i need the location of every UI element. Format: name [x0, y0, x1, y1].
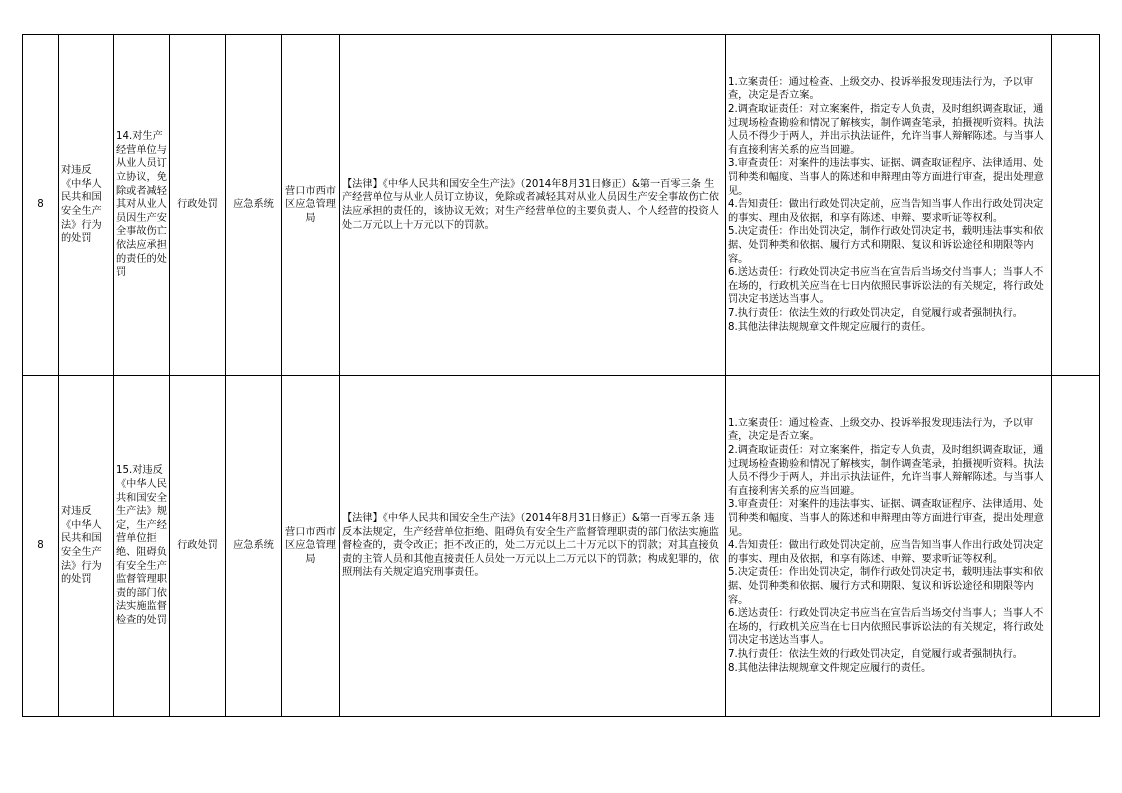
responsibility-item: 3.审查责任：对案件的违法事实、证据、调查取证程序、法律适用、处罚种类和幅度、当事人的陈述和申辩理由等方面进行审查，提出处理意见。: [728, 158, 1044, 197]
responsibility-item: 4.告知责任：做出行政处罚决定前，应当告知当事人作出行政处罚决定的事实、理由及依据，和享有陈述、申辩、要求听证等权利。: [728, 540, 1044, 565]
sub-item: 15.对违反《中华人民共和国安全生产法》规定，生产经营单位拒绝、阻碍负有安全生产监督管理职责的部门依法实施监督检查的处罚: [114, 376, 170, 717]
remarks: [1052, 35, 1100, 376]
power-name: 对违反《中华人民共和国安全生产法》行为的处罚: [59, 376, 114, 717]
remarks: [1052, 376, 1100, 717]
table-row: [23, 376, 1100, 717]
responsibility-list: [726, 376, 1052, 717]
power-type: 行政处罚: [170, 35, 226, 376]
responsibility-item: 3.审查责任：对案件的违法事实、证据、调查取证程序、法律适用、处罚种类和幅度、当事人的陈述和申辩理由等方面进行审查，提出处理意见。: [728, 499, 1044, 538]
responsibility-list: [726, 35, 1052, 376]
responsibility-item: 6.送达责任：行政处罚决定书应当在宣告后当场交付当事人；当事人不在场的，行政机关应当在七日内依照民事诉讼法的有关规定，将行政处罚决定书送达当事人。: [728, 608, 1044, 647]
responsibility-table: [22, 34, 1100, 717]
responsibility-item: 1.立案责任：通过检查、上级交办、投诉举报发现违法行为，予以审查，决定是否立案。: [728, 76, 1034, 102]
responsibility-item: 4.告知责任：做出行政处罚决定前，应当告知当事人作出行政处罚决定的事实、理由及依据，和享有陈述、申辩、要求听证等权利。: [728, 199, 1044, 224]
responsibility-item: 2.调查取证责任：对立案案件，指定专人负责，及时组织调查取证，通过现场检查勘验和情况了解核实，制作调查笔录，拍摄视听资料。执法人员不得少于两人，并出示执法证件，允许当事人辩解陈述。与当事人有直接利害关系的应当回避。: [728, 445, 1044, 497]
power-type: 行政处罚: [170, 376, 226, 717]
power-name: 对违反《中华人民共和国安全生产法》行为的处罚: [59, 35, 114, 376]
responsibility-item: 8.其他法律法规规章文件规定应履行的责任。: [728, 662, 932, 674]
responsibility-item: 7.执行责任：依法生效的行政处罚决定，自觉履行或者强制执行。: [728, 648, 1023, 660]
responsibility-item: 2.调查取证责任：对立案案件，指定专人负责，及时组织调查取证，通过现场检查勘验和情况了解核实，制作调查笔录，拍摄视听资料。执法人员不得少于两人，并出示执法证件，允许当事人辩解陈述。与当事人有直接利害关系的应当回避。: [728, 104, 1044, 156]
table-row: [23, 35, 1100, 376]
responsibility-item: 6.送达责任：行政处罚决定书应当在宣告后当场交付当事人；当事人不在场的，行政机关应当在七日内依照民事诉讼法的有关规定，将行政处罚决定书送达当事人。: [728, 267, 1044, 306]
responsibility-item: 5.决定责任：作出处罚决定，制作行政处罚决定书，载明违法事实和依据、处罚种类和依据、履行方式和期限、复议和诉讼途径和期限等内容。: [728, 567, 1044, 606]
system-category: 应急系统: [226, 35, 282, 376]
legal-basis: 【法律】《中华人民共和国安全生产法》（2014年8月31日修正）&第一百零五条 违反本法规定，生产经营单位拒绝、阻碍负有安全生产监督管理职责的部门依法实施监督检查的，责令改正；拒不改正的，处二万元以上二十万元以下的罚款；对其直接负责的主管人员和其他直接责任人员处一万元以上二万元以下的罚款；构成犯罪的，依照刑法有关规定追究刑事责任。: [340, 376, 726, 717]
responsibility-item: 7.执行责任：依法生效的行政处罚决定，自觉履行或者强制执行。: [728, 307, 1023, 319]
responsibility-item: 1.立案责任：通过检查、上级交办、投诉举报发现违法行为，予以审查，决定是否立案。: [728, 417, 1034, 443]
sub-item: 14.对生产经营单位与从业人员订立协议，免除或者减轻其对从业人员因生产安全事故伤亡依法应承担的责任的处罚: [114, 35, 170, 376]
system-category: 应急系统: [226, 376, 282, 717]
legal-basis: 【法律】《中华人民共和国安全生产法》（2014年8月31日修正）&第一百零三条 生产经营单位与从业人员订立协议，免除或者减轻其对从业人员因生产安全事故伤亡依法应承担的责任的，该协议无效；对生产经营单位的主要负责人、个人经营的投资人处二万元以上十万元以下的罚款。: [340, 35, 726, 376]
responsibility-item: 8.其他法律法规规章文件规定应履行的责任。: [728, 321, 932, 333]
row-number: 8: [23, 376, 59, 717]
implementing-department: 营口市西市区应急管理局: [282, 35, 340, 376]
row-number: 8: [23, 35, 59, 376]
responsibility-item: 5.决定责任：作出处罚决定，制作行政处罚决定书，载明违法事实和依据、处罚种类和依据、履行方式和期限、复议和诉讼途径和期限等内容。: [728, 226, 1044, 265]
implementing-department: 营口市西市区应急管理局: [282, 376, 340, 717]
